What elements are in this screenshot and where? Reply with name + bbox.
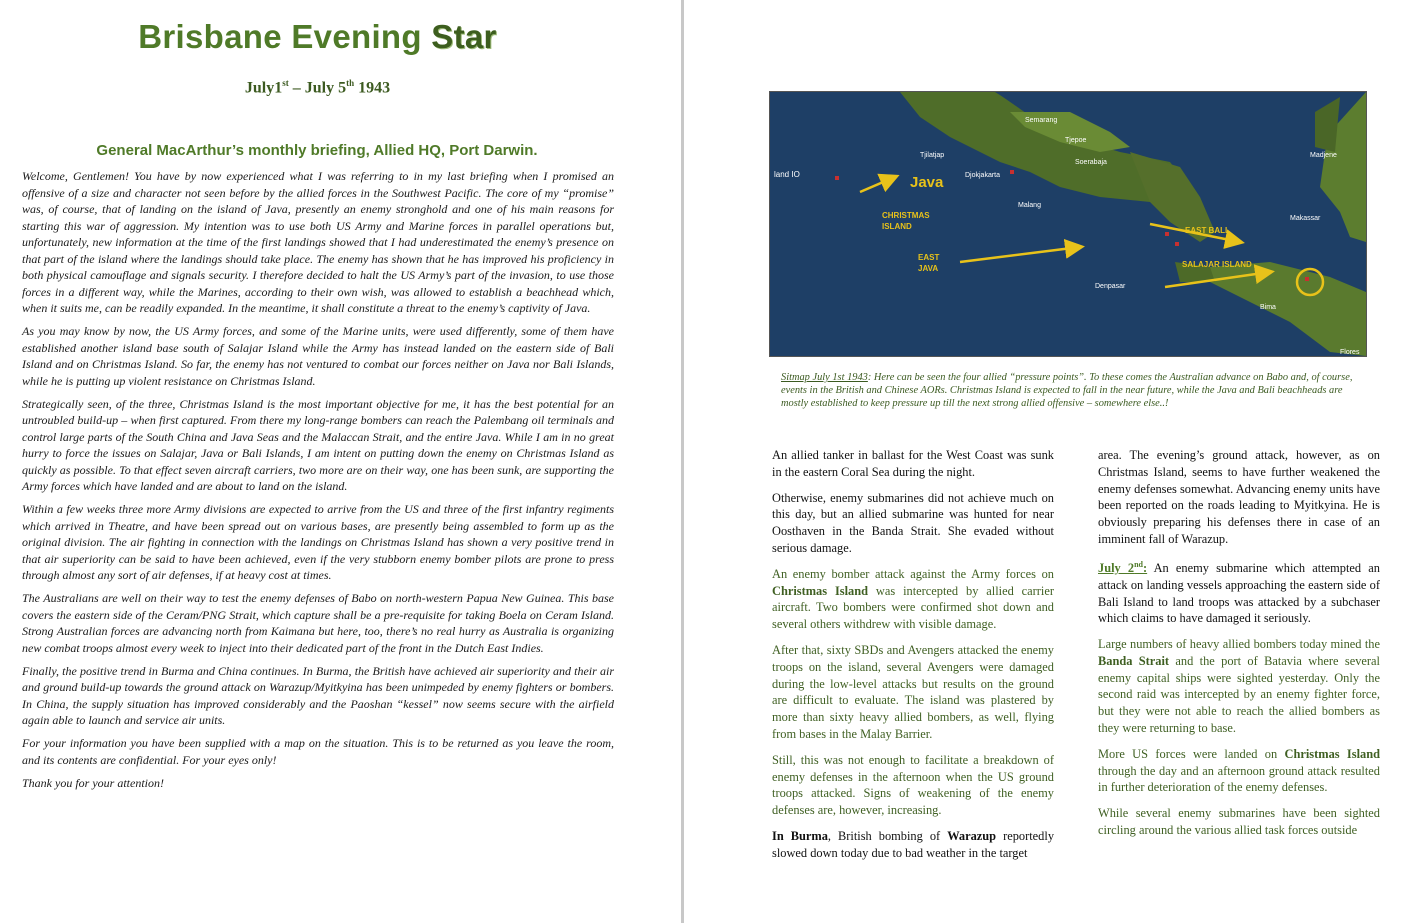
- news-paragraph: [1098, 557, 1380, 627]
- news-paragraph: Otherwise, enemy submarines did not achieve much on this day, but an allied submarine was hunted for near Oosthaven in the Banda Strait. She evaded without serious damage.: [772, 490, 1054, 555]
- dateline-sup1: st: [282, 78, 289, 88]
- map-label-djokjakarta: Djokjakarta: [965, 172, 1001, 179]
- dateline-part1: July1: [244, 79, 283, 97]
- day-heading-colon: :: [1142, 560, 1148, 575]
- news-bold: In Burma: [772, 828, 828, 843]
- masthead: [0, 18, 635, 56]
- news-text: An enemy bomber attack against the Army forces on: [772, 566, 1054, 581]
- briefing-paragraph: As you may know by now, the US Army forces, and some of the Marine units, were used differently, some of them have established another island base south of Salajar Island while the Army has instead landed on the eastern side of Bali Island and on Christmas Island. So far, the enemy has not ventured to combat our forces neither on Java nor Bali Islands, while he is putting up violent resistance on Christmas Island.: [22, 324, 614, 388]
- masthead-star: Star: [431, 18, 497, 55]
- news-paragraph: area. The evening’s ground attack, however, as on Christmas Island, seems to have further weakened the enemy defenses somewhat. Advancing enemy units have been reported on the roads leading to Myitkyina. He is obviously preparing his defenses there in case of an imminent fall of Warazup.: [1098, 448, 1380, 546]
- left-page: [0, 0, 681, 923]
- map-marker: [1010, 170, 1014, 174]
- map-label-java: Java: [910, 174, 944, 191]
- map-label-soerabaja: Soerabaja: [1075, 159, 1107, 166]
- news-column-1: [772, 447, 1054, 871]
- news-text: , British bombing of: [827, 828, 948, 843]
- map-caption-text: : Here can be seen the four allied “pressure points”. To these comes the Australian advance on Babo and, of course, events in the British and Chinese AORs. Christmas Island is expected to fall in the near future, while the Java and Bali beachheads are mostly established to keep pressure up till the next strong allied offensive – somewhere else..!: [781, 372, 1353, 410]
- day-heading-sup: nd: [1134, 559, 1143, 569]
- map-caption-ref: Sitmap July 1st 1943: [781, 372, 868, 383]
- news-paragraph: After that, sixty SBDs and Avengers attacked the enemy troops on the island, several Avengers were damaged during the low-level attacks but results on the ground are difficult to evaluate. The island was plastered by more than sixty heavy allied bombers, as well, flying from bases in the Malay Barrier.: [772, 642, 1054, 741]
- map-marker: [1165, 232, 1169, 236]
- news-text: was intercepted by allied carrier aircraft. Two bombers were confirmed shot down and several others withdrew with visible damage.: [772, 583, 1055, 632]
- map-label-salajar: SALAJAR ISLAND: [1182, 260, 1252, 269]
- map-marker: [1305, 277, 1309, 281]
- map-label-semarang: Semarang: [1025, 117, 1058, 124]
- briefing-paragraph: Welcome, Gentlemen! You have by now experienced what I was referring to in my last briefing when I promised an offensive of a size and character not seen before by the allied forces in the Southwest Pacific. The core of my “promise” was, of course, that of landing on the island of Java, presently an enemy stronghold and one of his main reasons for starting this war of aggression. My intention was to use both US Army and Marine forces in parallel operations but, unfortunately, new information at the time of the first landings showed that I had underestimated the enemy’s presence on that part of the island where the landings should take place. The enemy has shown that he has improved his proficiency in both physical camouflage and signals security. I therefore decided to halt the US Army’s part of the invasion, to use those forces in a different way, while the Marines, according to their own wish, was allowed to establish a beachhead which, when it suits me, can be readily expanded. In the meantime, it shall constitute a threat to the enemy’s captivity of Java.: [22, 169, 614, 315]
- briefing-paragraph: The Australians are well on their way to test the enemy defenses of Babo on north-western Papua New Guinea. This base covers the eastern side of the Ceram/PNG Strait, which capture shall be a pre-requisite for taking Boela on Ceram Island. Strong Australian forces are advancing north from Kaimana but here, too, there’s no real hurry as Australia is organizing new combat troops almost every week to inject into their dedicated part of the front in the Dutch East Indies.: [22, 591, 614, 655]
- briefing-paragraph: Strategically seen, of the three, Christmas Island is the most important objective for me, it has the best potential for an untroubled build-up – when first captured. From there my long-range bombers can reach the Palembang oil terminals and control large parts of the South China and Java Seas and the Malaccan Strait, and the entire Java. While I am in no great hurry to force the issues on Salajar, Java or Bali Islands, I am intent on putting down the enemy on Christmas Island as quickly as possible. To that effect seven aircraft carriers, two more are on their way, one has been sunk, are supporting the Army forces which have landed and are about to land on the island.: [22, 396, 614, 493]
- briefing-paragraph: Finally, the positive trend in Burma and China continues. In Burma, the British have achieved air superiority and their air and ground build-up towards the ground attack on Warazup/Myitkyina has been unimpeded by enemy fighters or bombers. In China, the supply situation has improved considerably and the Paoshan “kessel” now seems secure with the airfield again able to launch and service air units.: [22, 663, 614, 727]
- dateline-sup2: th: [346, 78, 355, 88]
- map-label-east-java-1: EAST: [918, 253, 940, 262]
- map-label-flores: Flores: [1340, 349, 1360, 356]
- map-graphic: [770, 92, 1366, 356]
- news-bold: Christmas Island: [772, 583, 869, 598]
- masthead-title: Brisbane Evening: [138, 18, 422, 55]
- dateline-part3: 1943: [354, 79, 391, 97]
- news-paragraph: While several enemy submarines have been sighted circling around the various allied task forces outside: [1098, 806, 1380, 838]
- map-label-denpasar: Denpasar: [1095, 283, 1126, 290]
- news-paragraph: [772, 566, 1054, 633]
- news-text: and the port of Batavia where several enemy capital ships were sighted yesterday. Only the second raid was intercepted by an enemy fighter force, but they were not able to reach the allied bombers as they were returning to base.: [1098, 653, 1380, 736]
- news-column-2: [1098, 447, 1380, 848]
- briefing-body: [22, 168, 614, 798]
- map-label-christmas-2: ISLAND: [882, 222, 912, 231]
- news-paragraph: Still, this was not enough to facilitate a breakdown of enemy defenses in the afternoon when the US ground troops attacked. Signs of weakening of the enemy defenses are, however, increasing.: [772, 752, 1054, 818]
- right-page: [684, 0, 1405, 923]
- situation-map: [769, 91, 1367, 357]
- news-bold: Christmas Island: [1284, 746, 1380, 761]
- map-label-madjene: Madjene: [1310, 152, 1337, 159]
- news-paragraph: [1098, 636, 1380, 737]
- dateline: [0, 78, 635, 97]
- map-label-island-io: land IO: [774, 170, 800, 179]
- briefing-paragraph: Within a few weeks three more Army divisions are expected to arrive from the US and three of the first infantry regiments which arrived in Theatre, and have been spread out on various bases, are presently being assembled to form up as the original division. The air fighting in connection with the landings on Christmas Island has shown a very positive trend in that air superiority can be said to have been achieved, even if the very stubborn enemy bomber pilots are prone to press through almost any sort of air defenses, if at heavy cost at times.: [22, 502, 614, 582]
- map-label-tjilatjap: Tjilatjap: [920, 152, 945, 159]
- map-label-malang: Malang: [1018, 202, 1041, 209]
- map-caption: [781, 371, 1363, 411]
- news-text: through the day and an afternoon ground attack resulted in further deterioration of the enemy defenses.: [1098, 763, 1380, 795]
- map-label-tjepoe: Tjepoe: [1065, 137, 1087, 144]
- news-text: More US forces were landed on: [1098, 746, 1285, 761]
- map-label-east-bali: EAST BALI: [1185, 226, 1228, 235]
- map-label-makassar: Makassar: [1290, 215, 1321, 222]
- map-label-east-java-2: JAVA: [918, 264, 939, 273]
- briefing-paragraph: Thank you for your attention!: [22, 775, 164, 790]
- news-bold: Warazup: [947, 828, 997, 843]
- map-label-bima: Bima: [1260, 304, 1276, 311]
- briefing-headline: General MacArthur’s monthly briefing, Allied HQ, Port Darwin.: [96, 142, 538, 159]
- day-heading-text: July 2: [1098, 560, 1135, 575]
- news-bold: Banda Strait: [1098, 653, 1170, 668]
- map-marker: [1175, 242, 1179, 246]
- news-text: reportedly slowed down today due to bad weather in the target: [772, 828, 1055, 860]
- map-label-christmas-1: CHRISTMAS: [882, 211, 930, 220]
- day-heading: [1098, 561, 1147, 575]
- news-paragraph: [772, 828, 1054, 862]
- news-text: An enemy submarine which attempted an attack on landing vessels approaching the eastern side of Bali Island to land troops was attacked by a subchaser which claims to have damaged it seriously.: [1098, 560, 1380, 626]
- briefing-paragraph: For your information you have been supplied with a map on the situation. This is to be returned as you leave the room, and its contents are confidential. For your eyes only!: [22, 736, 614, 767]
- news-paragraph: [1098, 746, 1380, 796]
- news-paragraph: An allied tanker in ballast for the West Coast was sunk in the eastern Coral Sea during the night.: [772, 448, 1054, 479]
- map-marker: [835, 176, 839, 180]
- news-text: Large numbers of heavy allied bombers today mined the: [1098, 637, 1380, 652]
- dateline-part2: – July 5: [288, 79, 347, 97]
